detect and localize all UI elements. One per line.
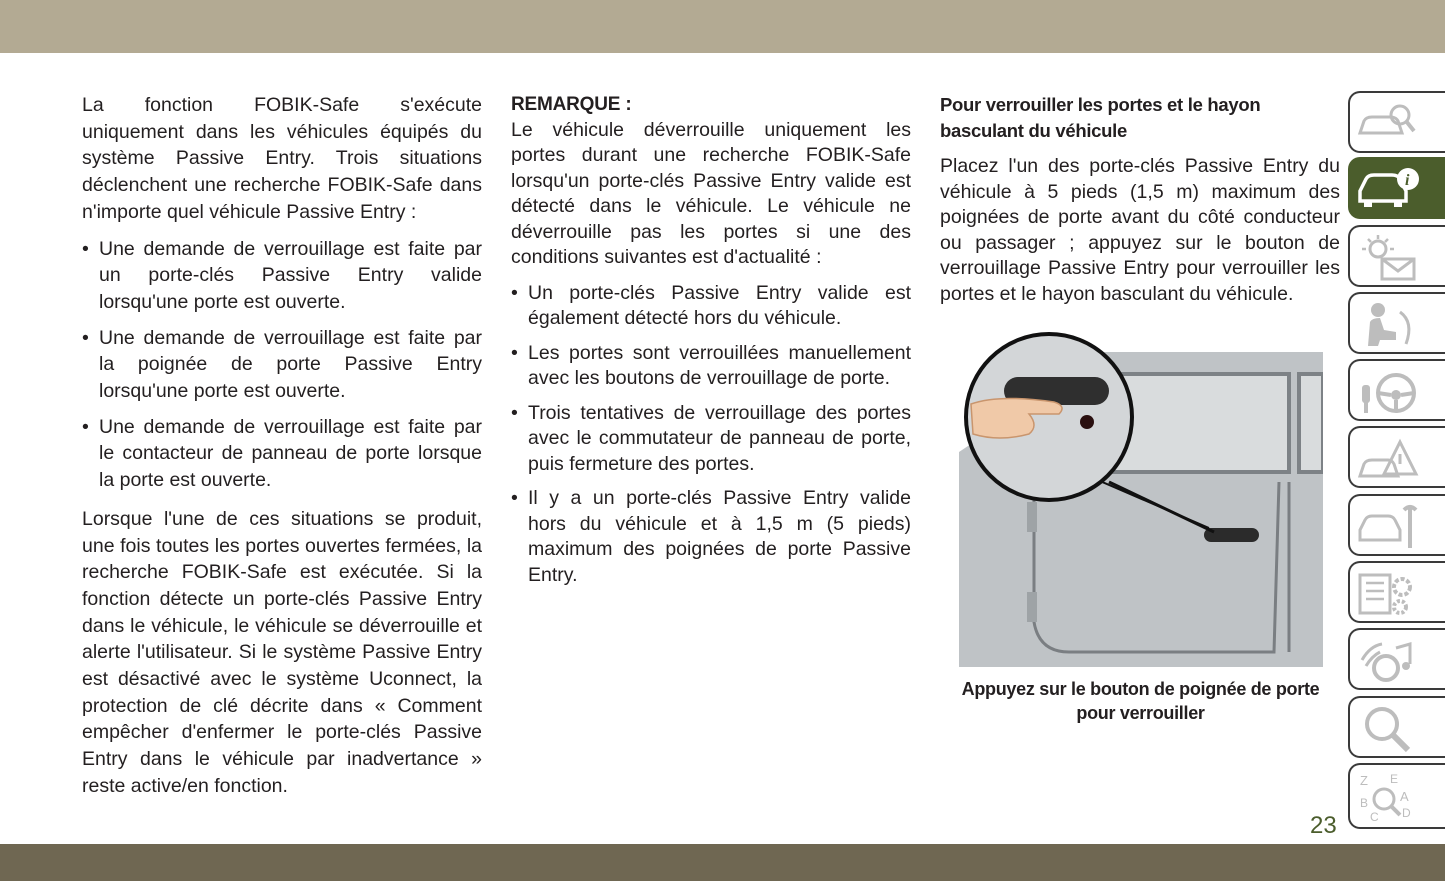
bullet-list-1 [82, 236, 482, 494]
list-item: • Une demande de verrouillage est faite par un porte-clés Passive Entry valide lorsqu'une porte est ouverte. [82, 236, 482, 316]
tab-car-inspect[interactable] [1348, 91, 1445, 153]
list-item: • Une demande de verrouillage est faite par le contacteur de panneau de porte lorsque la porte est ouverte. [82, 414, 482, 494]
door-handle-drawing [959, 322, 1323, 667]
intro-paragraph: La fonction FOBIK-Safe s'exécute uniquement dans les véhicules équipés du système Passive Entry. Trois situations déclenchent une recherche FOBIK-Safe dans n'importe quel véhicule Passive Entry : [82, 94, 482, 223]
column-2 [511, 92, 911, 600]
specs-gear-icon [1356, 569, 1420, 619]
tab-safety[interactable] [1348, 292, 1445, 354]
bullet-list-2 [511, 281, 911, 589]
svg-text:A: A [1400, 789, 1409, 804]
seat-airbag-icon [1356, 300, 1420, 350]
page-number: 23 [1310, 812, 1337, 839]
note-heading: REMARQUE : [511, 94, 632, 115]
tab-emergency[interactable] [1348, 426, 1445, 488]
list-item: • Il y a un porte-clés Passive Entry valide hors du véhicule et à 1,5 m (5 pieds) maximum des poignées de porte Passive Entry. [511, 486, 911, 588]
tab-warning-lights[interactable] [1348, 225, 1445, 287]
closing-paragraph: Lorsque l'une de ces situations se produit, une fois toutes les portes ouvertes fermées, la recherche FOBIK-Safe est exécutée. Si la fonction détecte un porte-clés Passive Entry dans le véhicule, le véhicule se déverrouille et alerte l'utilisateur. Si le système Passive Entry est désactivé avec le système Uconnect, la protection de clé décrite dans « Comment empêcher d'enfermer le porte-clés Passive Entry dans le véhicule par inadvertance » reste active/en fonction. [82, 507, 482, 797]
svg-text:E: E [1390, 772, 1399, 786]
key-steering-wheel-icon [1356, 367, 1420, 417]
tab-maintenance[interactable] [1348, 494, 1445, 556]
tab-search[interactable] [1348, 696, 1445, 758]
tab-car-info[interactable] [1348, 157, 1445, 219]
column-3 [940, 92, 1340, 308]
list-item: • Une demande de verrouillage est faite par la poignée de porte Passive Entry lorsqu'une porte est ouverte. [82, 325, 482, 405]
search-icon [1356, 704, 1420, 754]
section-paragraph: Placez l'un des porte-clés Passive Entry du véhicule à 5 pieds (1,5 m) maximum des poignées de porte avant du côté conducteur ou passager ; appuyez sur le bouton de verrouillage Passive Entry pour verrouiller les portes et le hayon basculant du véhicule. [940, 155, 1340, 305]
svg-text:C: C [1370, 810, 1379, 823]
bottom-bar [0, 844, 1445, 881]
car-inspect-icon [1356, 99, 1416, 147]
car-info-icon [1356, 165, 1420, 213]
road-hazard-icon [1356, 434, 1420, 484]
tab-index[interactable] [1348, 763, 1445, 829]
list-item: • Un porte-clés Passive Entry valide est également détecté hors du véhicule. [511, 281, 911, 332]
index-az-icon [1356, 771, 1420, 823]
svg-text:B: B [1360, 796, 1369, 810]
list-item: • Trois tentatives de verrouillage des portes avec le commutateur de panneau de porte, puis fermeture des portes. [511, 401, 911, 478]
tab-specifications[interactable] [1348, 561, 1445, 623]
svg-text:i: i [1405, 172, 1410, 189]
svg-text:D: D [1402, 806, 1411, 820]
column-1 [82, 92, 482, 800]
section-heading: Pour verrouiller les portes et le hayon basculant du véhicule [940, 94, 1261, 141]
top-bar [0, 0, 1445, 53]
tab-starting-driving[interactable] [1348, 359, 1445, 421]
door-handle-illustration [959, 322, 1323, 667]
note-paragraph: Le véhicule déverrouille uniquement les portes durant une recherche FOBIK-Safe lorsqu'un porte-clés Passive Entry valide est détecté dans le véhicule. Le véhicule ne déverrouille pas les portes si une des conditions suivantes est d'actualité : [511, 118, 911, 268]
tab-multimedia[interactable] [1348, 628, 1445, 690]
figure-caption: Appuyez sur le bouton de poignée de porte pour verrouiller [961, 679, 1320, 723]
multimedia-icon [1356, 636, 1420, 686]
warning-light-message-icon [1356, 233, 1420, 283]
car-wrench-icon [1356, 502, 1420, 552]
svg-text:Z: Z [1360, 773, 1368, 788]
list-item: • Les portes sont verrouillées manuellement avec les boutons de verrouillage de porte. [511, 341, 911, 392]
